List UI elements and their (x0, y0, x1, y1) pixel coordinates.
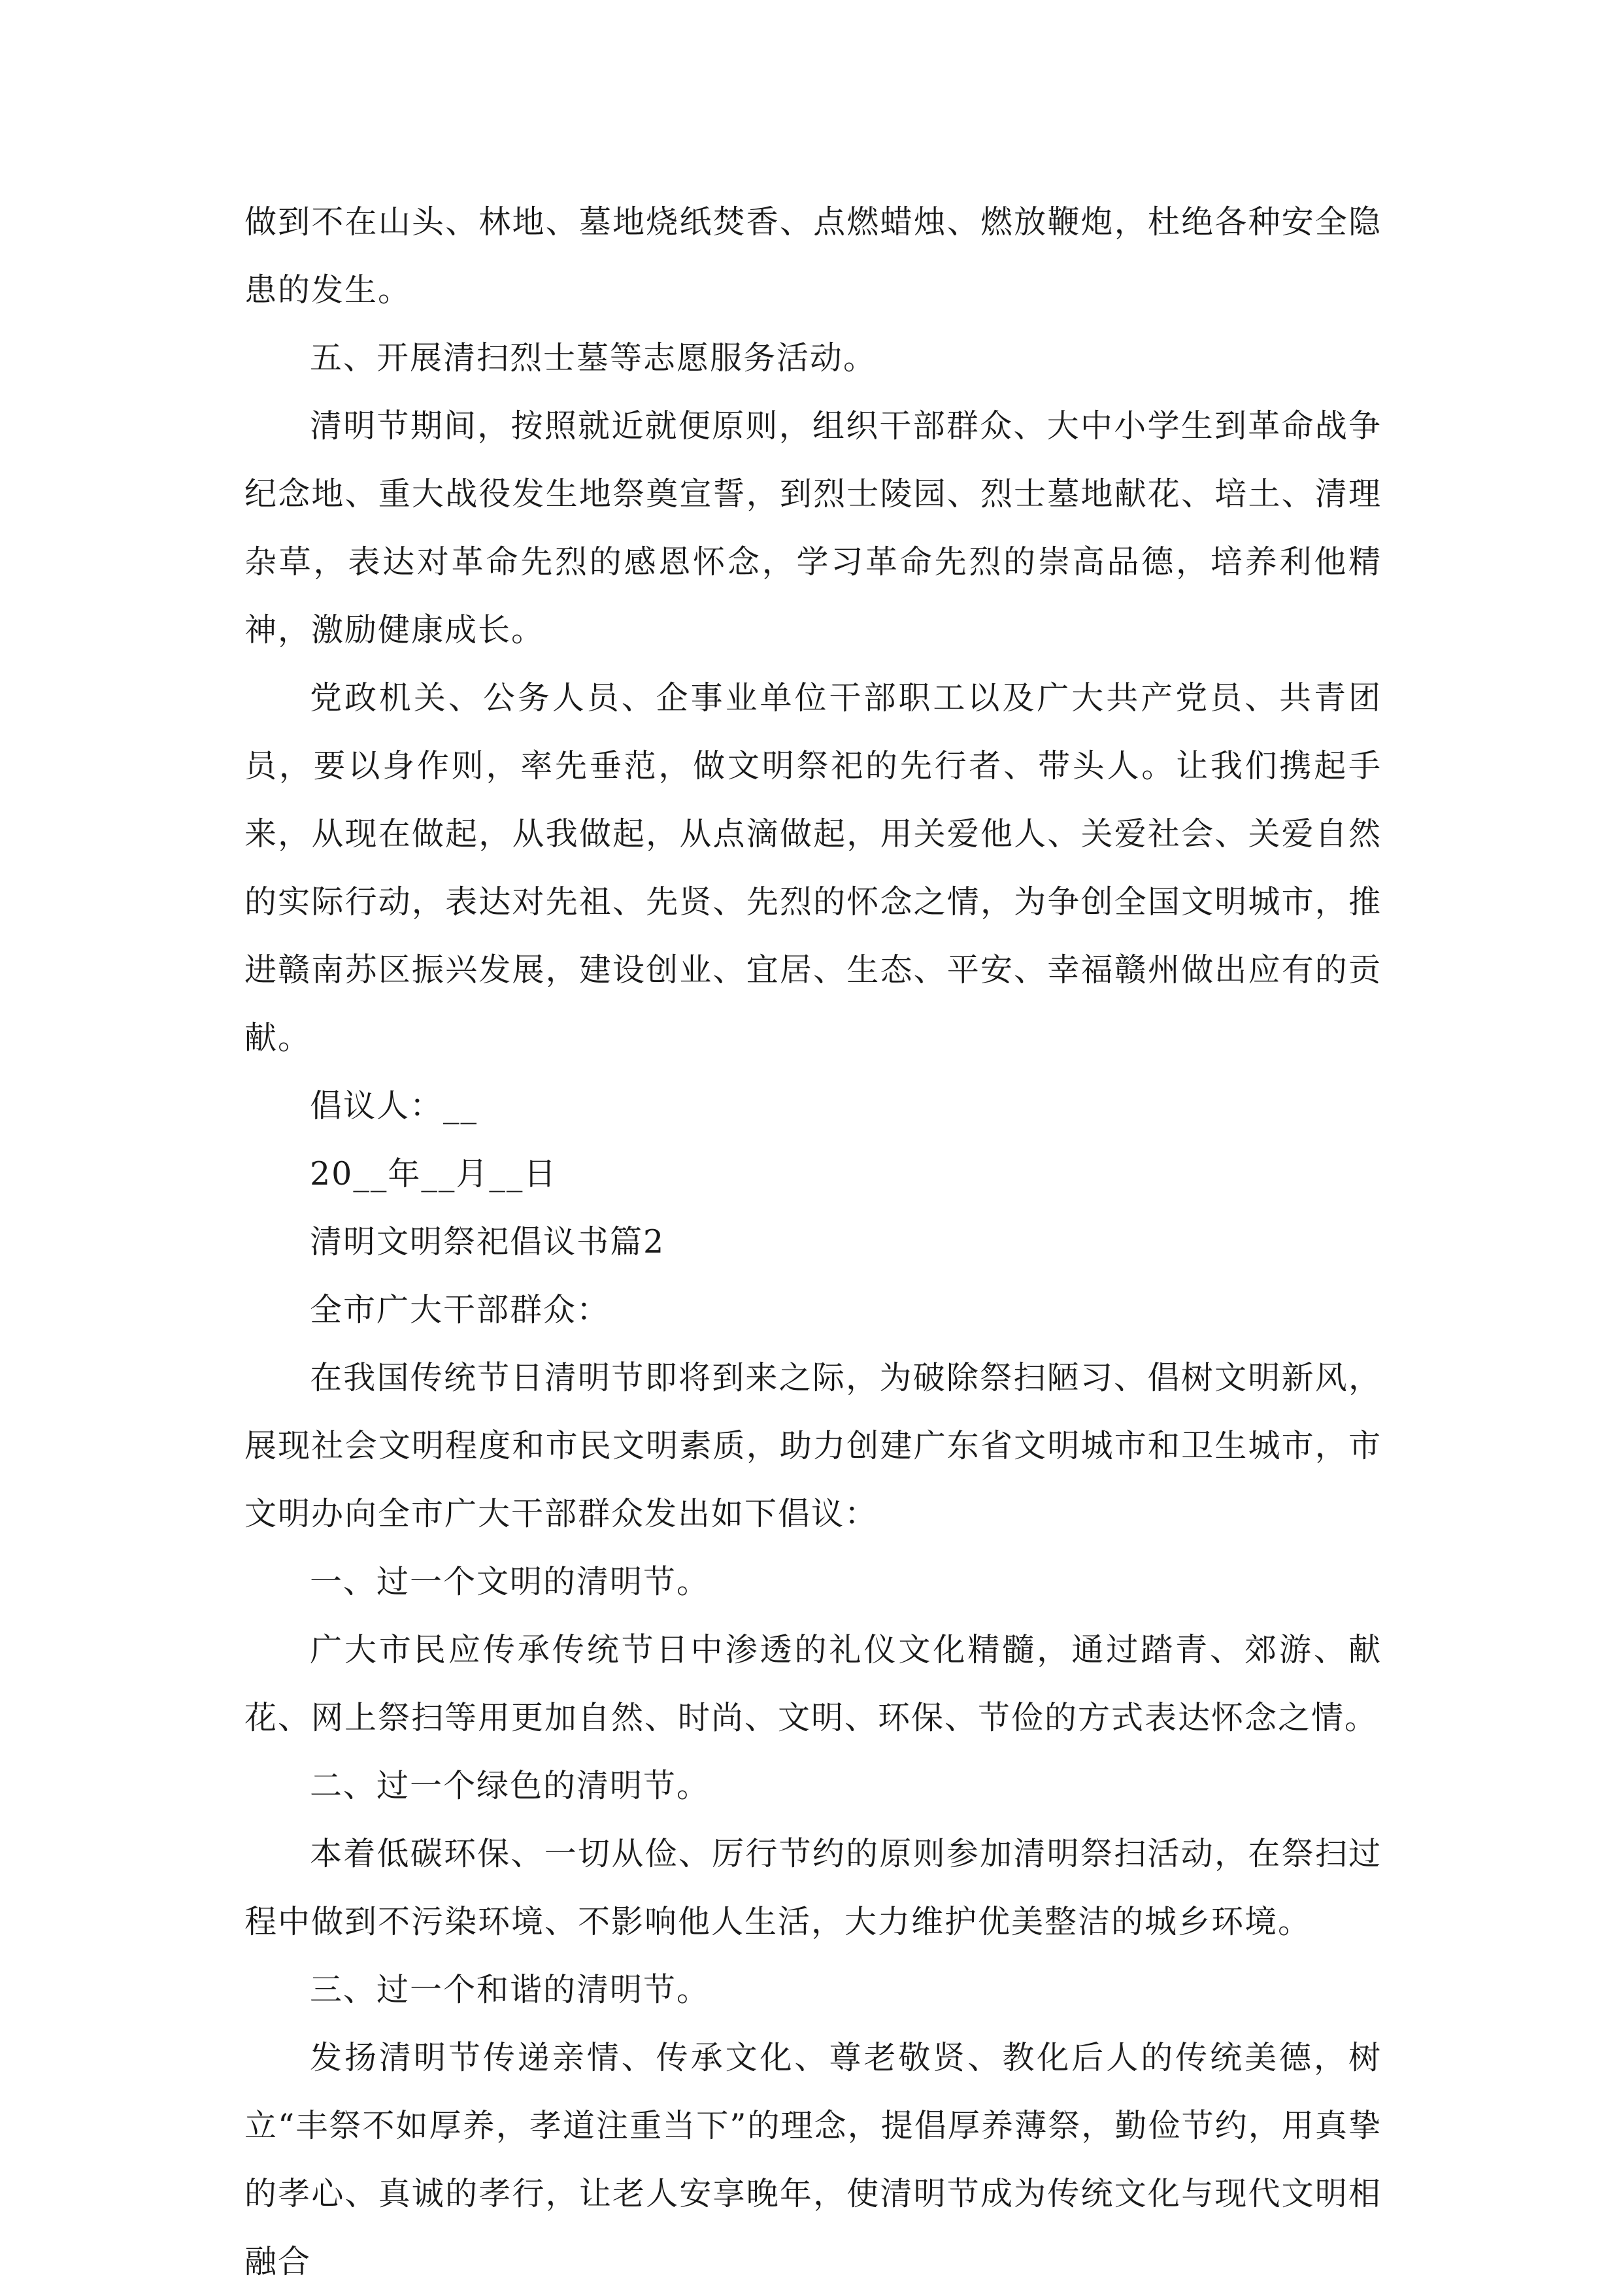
signature-initiator: 倡议人：__ (310, 1087, 478, 1124)
salutation: 全市广大干部群众： (310, 1291, 610, 1328)
paragraph-green: 本着低碳环保、一切从俭、厉行节约的原则参加清明祭扫活动，在祭扫过程中做到不污染环境、不影响他人生活，大力维护优美整洁的城乡环境。 (244, 1835, 1382, 1940)
section-title-part-2: 清明文明祭祀倡议书篇2 (310, 1223, 665, 1260)
paragraph-call-to-action: 党政机关、公务人员、企事业单位干部职工以及广大共产党员、共青团员，要以身作则，率先垂范，做文明祭祀的先行者、带头人。让我们携起手来，从现在做起，从我做起，从点滴做起，用关爱他人、关爱社会、关爱自然的实际行动，表达对先祖、先贤、先烈的怀念之情，为争创全国文明城市，推进赣南苏区振兴发展，建设创业、宜居、生态、平安、幸福赣州做出应有的贡献。 (244, 679, 1382, 1056)
paragraph-volunteer-activities: 清明节期间，按照就近就便原则，组织干部群众、大中小学生到革命战争纪念地、重大战役发生地祭奠宣誓，到烈士陵园、烈士墓地献花、培土、清理杂草，表达对革命先烈的感恩怀念，学习革命先烈的崇高品德，培养利他精神，激励健康成长。 (244, 407, 1382, 649)
paragraph-harmonious: 发扬清明节传递亲情、传承文化、尊老敬贤、教化后人的传统美德，树立“丰祭不如厚养，孝道注重当下”的理念，提倡厚养薄祭，勤俭节约，用真挚的孝心、真诚的孝行，让老人安享晚年，使清明节成为传统文化与现代文明相融合 (244, 2039, 1382, 2280)
signature-date: 20__年__月__日 (310, 1155, 558, 1192)
heading-volunteer-activities: 五、开展清扫烈士墓等志愿服务活动。 (310, 339, 877, 377)
paragraph-safety-continuation: 做到不在山头、林地、墓地烧纸焚香、点燃蜡烛、燃放鞭炮，杜绝各种安全隐患的发生。 (244, 203, 1382, 309)
heading-civilized: 一、过一个文明的清明节。 (310, 1563, 710, 1600)
heading-green: 二、过一个绿色的清明节。 (310, 1767, 710, 1804)
document-body (244, 188, 1382, 2296)
heading-harmonious: 三、过一个和谐的清明节。 (310, 1971, 710, 2008)
paragraph-intro: 在我国传统节日清明节即将到来之际，为破除祭扫陋习、倡树文明新风，展现社会文明程度和市民文明素质，助力创建广东省文明城市和卫生城市，市文明办向全市广大干部群众发出如下倡议： (244, 1359, 1382, 1532)
paragraph-civilized: 广大市民应传承传统节日中渗透的礼仪文化精髓，通过踏青、郊游、献花、网上祭扫等用更加自然、时尚、文明、环保、节俭的方式表达怀念之情。 (244, 1631, 1382, 1736)
